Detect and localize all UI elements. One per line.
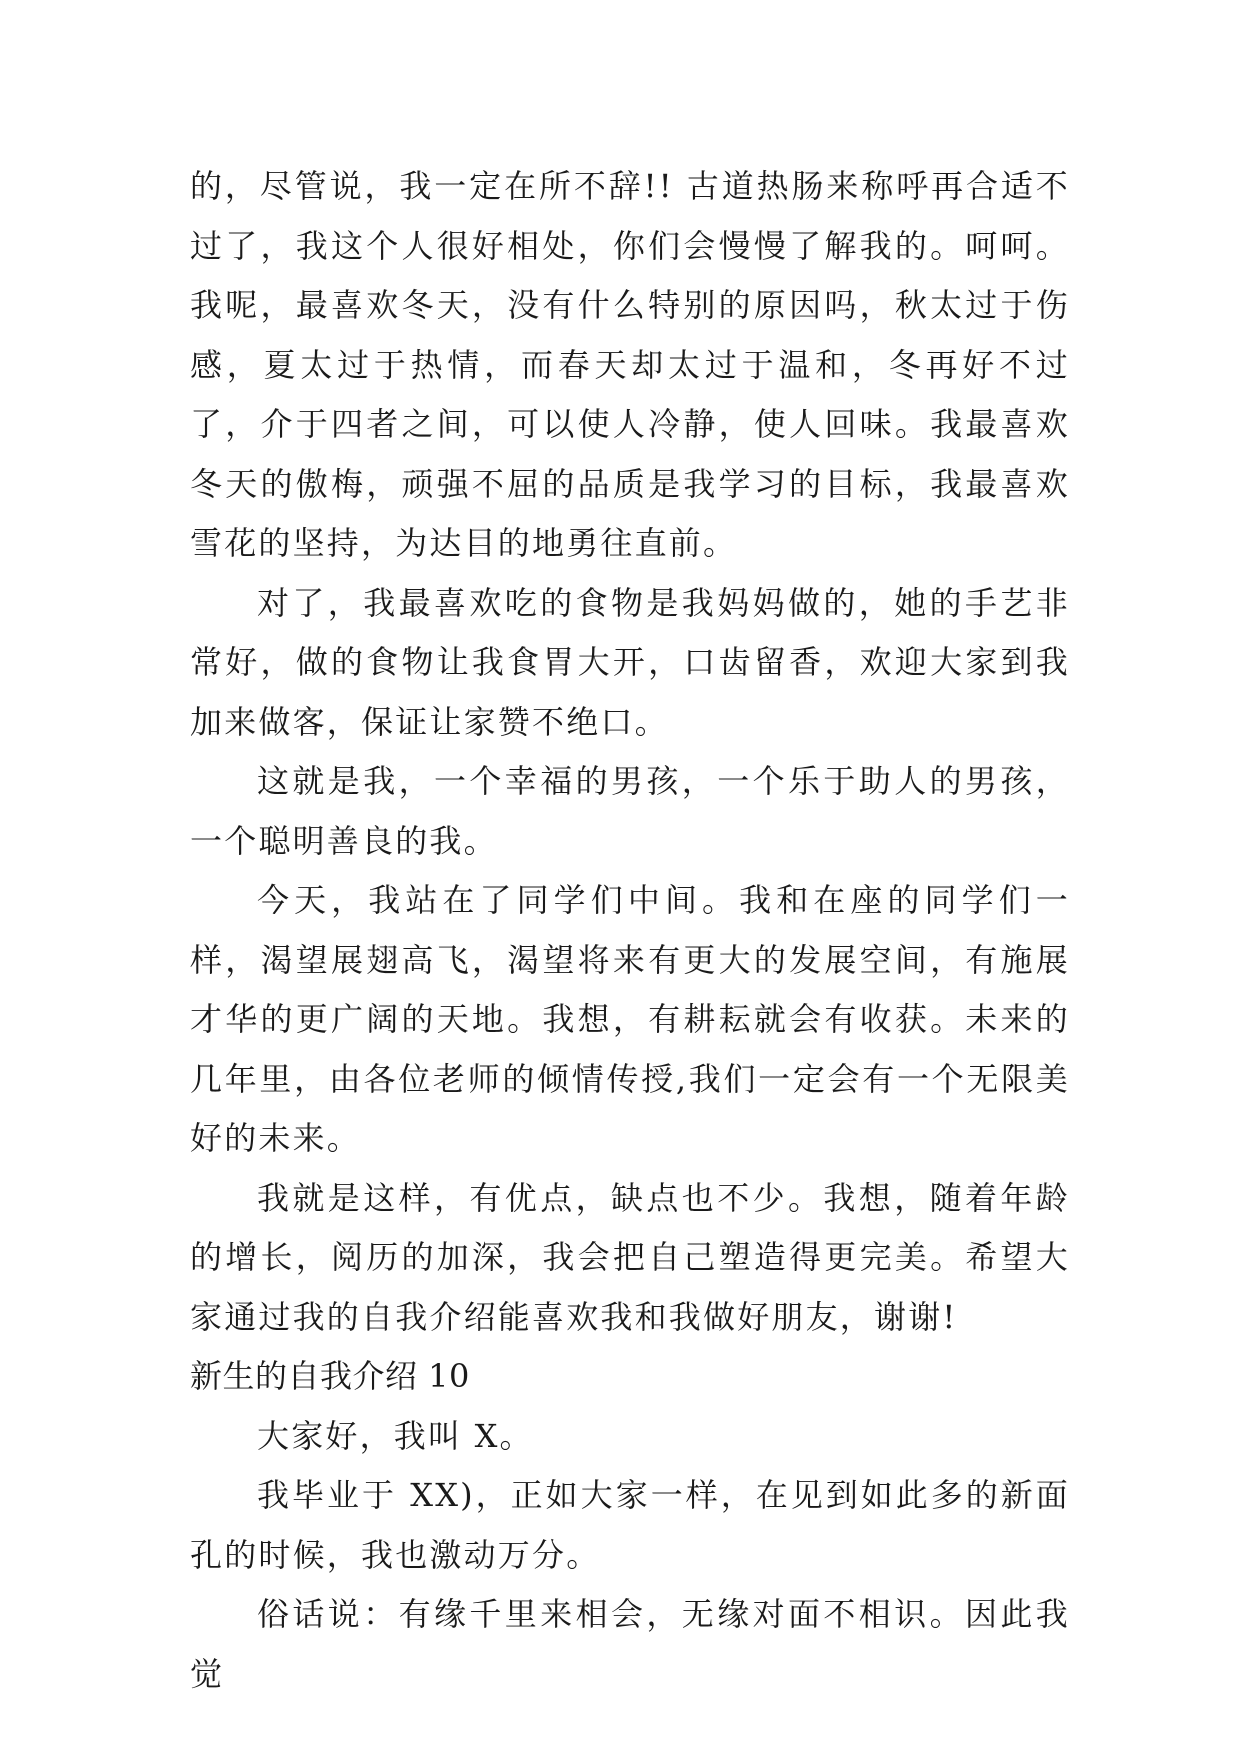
- section-heading: 新生的自我介绍 10: [190, 1357, 470, 1395]
- paragraph-favorite-food: 对了，我最喜欢吃的食物是我妈妈做的，她的手艺非常好，做的食物让我食胃大开，口齿留香，欢迎大家到我加来做客，保证让家赞不绝口。: [190, 583, 1070, 741]
- paragraph-graduated: 我毕业于 XX)，正如大家一样，在见到如此多的新面孔的时候，我也激动万分。: [190, 1476, 1070, 1574]
- paragraph-proverb: 俗话说：有缘千里来相会，无缘对面不相识。因此我觉: [190, 1595, 1070, 1693]
- document-body: [190, 157, 1070, 1704]
- paragraph-today: 今天，我站在了同学们中间。我和在座的同学们一样，渴望展翅高飞，渴望将来有更大的发展空间，有施展才华的更广阔的天地。我想，有耕耘就会有收获。未来的几年里，由各位老师的倾情传授,我们一定会有一个无限美好的未来。: [190, 881, 1070, 1157]
- paragraph-greeting: 大家好，我叫 X。: [257, 1416, 534, 1455]
- paragraph-closing: 我就是这样，有优点，缺点也不少。我想，随着年龄的增长，阅历的加深，我会把自己塑造得更完美。希望大家通过我的自我介绍能喜欢我和我做好朋友，谢谢!: [190, 1178, 1070, 1336]
- paragraph-this-is-me: 这就是我，一个幸福的男孩，一个乐于助人的男孩，一个聪明善良的我。: [190, 762, 1070, 860]
- paragraph-continuation: 的，尽管说，我一定在所不辞!! 古道热肠来称呼再合适不过了，我这个人很好相处，你们会慢慢了解我的。呵呵。我呢，最喜欢冬天，没有什么特别的原因吗，秋太过于伤感，夏太过于热情，而春天却太过于温和，冬再好不过了，介于四者之间，可以使人冷静，使人回味。我最喜欢冬天的傲梅，顽强不屈的品质是我学习的目标，我最喜欢雪花的坚持，为达目的地勇往直前。: [190, 167, 1070, 562]
